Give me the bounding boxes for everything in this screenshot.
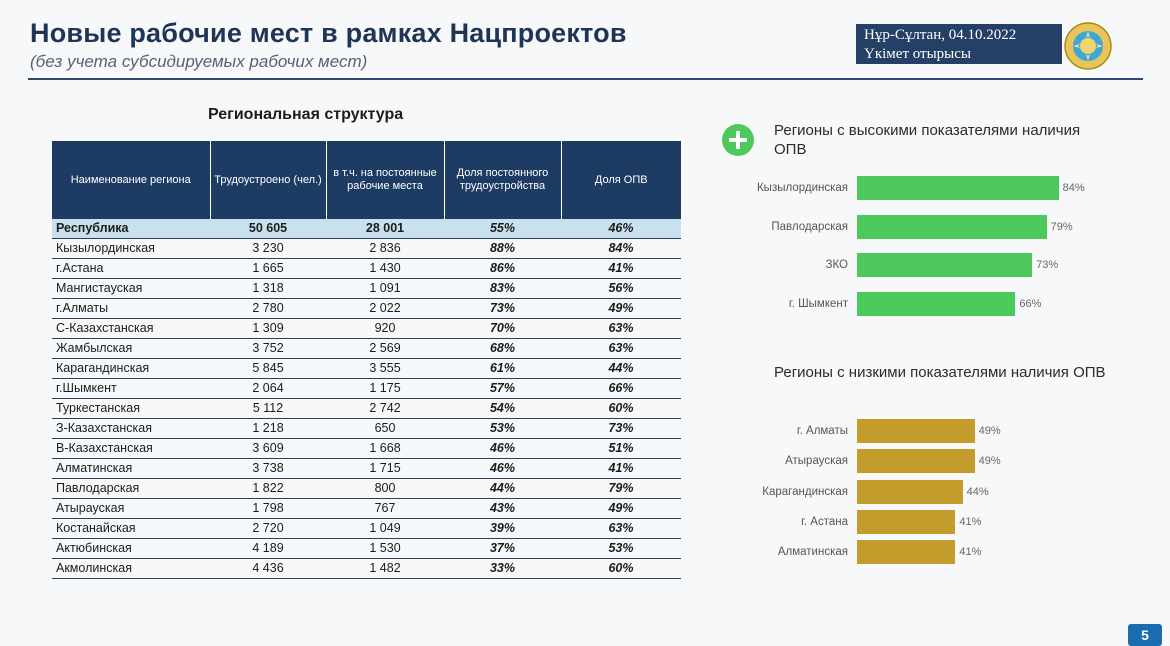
cell-share-opv: 41% [561,459,681,479]
cell-employed: 1 218 [210,419,326,439]
cell-share-permanent: 61% [444,359,561,379]
cell-employed: 3 752 [210,339,326,359]
cell-share-permanent: 53% [444,419,561,439]
date-box [856,24,1062,64]
cell-share-opv: 41% [561,259,681,279]
cell-share-permanent: 70% [444,319,561,339]
header-divider [28,78,1143,80]
meeting-line: Үкімет отырысы [864,46,971,62]
low-opv-chart-title: Регионы с низкими показателями наличия ОПВ [774,364,1106,381]
cell-share-opv: 84% [561,239,681,259]
cell-employed: 1 665 [210,259,326,279]
cell-permanent: 1 715 [326,459,444,479]
bar [857,176,1059,200]
table-row [52,319,681,339]
cell-share-opv: 46% [561,219,681,239]
cell-share-permanent: 54% [444,399,561,419]
table-total-row [52,219,681,239]
column-header-permanent: в т.ч. на постоянные рабочие места [326,141,444,219]
cell-permanent: 2 836 [326,239,444,259]
cell-employed: 2 720 [210,519,326,539]
table-row [52,399,681,419]
table-row [52,459,681,479]
cell-region: Карагандинская [52,359,210,379]
table-row [52,279,681,299]
cell-employed: 3 609 [210,439,326,459]
cell-region: Акмолинская [52,559,210,579]
low-opv-bar-row [700,540,1140,564]
slide-subtitle: (без учета субсидируемых рабочих мест) [30,52,368,71]
bar [857,292,1015,316]
date-line: Нұр-Сұлтан, 04.10.2022 [864,27,1017,43]
cell-employed: 2 780 [210,299,326,319]
cell-region: г.Алматы [52,299,210,319]
cell-region: З-Казахстанская [52,419,210,439]
cell-employed: 5 112 [210,399,326,419]
low-opv-bar-row [700,480,1140,504]
bar [857,215,1047,239]
table-row [52,439,681,459]
column-header-region: Наименование региона [52,141,210,219]
cell-share-opv: 44% [561,359,681,379]
regions-table [52,141,681,579]
column-header-employed: Трудоустроено (чел.) [210,141,326,219]
cell-share-opv: 60% [561,399,681,419]
bar-category-label: г. Алматы [796,425,848,437]
bar [857,449,975,473]
cell-employed: 1 309 [210,319,326,339]
cell-permanent: 1 530 [326,539,444,559]
cell-permanent: 1 091 [326,279,444,299]
column-header-share-opv: Доля ОПВ [561,141,681,219]
bar-value-label: 73% [1036,259,1059,271]
slide-title: Новые рабочие мест в рамках Нацпроектов [30,18,627,48]
table-row [52,239,681,259]
cell-employed: 4 189 [210,539,326,559]
bar-category-label: Кызылординская [756,182,848,194]
bar [857,480,963,504]
cell-region: Костанайская [52,519,210,539]
cell-share-opv: 63% [561,339,681,359]
high-opv-bar-row [700,176,1140,200]
cell-region: Алматинская [52,459,210,479]
cell-share-permanent: 46% [444,439,561,459]
cell-share-opv: 73% [561,419,681,439]
bar [857,510,955,534]
cell-share-opv: 60% [561,559,681,579]
high-opv-bar-row [700,253,1140,277]
bar-value-label: 49% [978,455,1001,468]
column-header-share-permanent: Доля постоянного трудоустройства [444,141,561,219]
cell-permanent: 1 430 [326,259,444,279]
bar-category-label: Алматинская [777,546,848,559]
cell-region: С-Казахстанская [52,319,210,339]
cell-permanent: 1 482 [326,559,444,579]
low-opv-bar-row [700,510,1140,534]
cell-region: Мангистауская [52,279,210,299]
cell-employed: 4 436 [210,559,326,579]
table-row [52,499,681,519]
cell-permanent: 650 [326,419,444,439]
high-opv-chart-title: Регионы с высокими показателями наличия ОПВ [774,122,1081,158]
cell-share-permanent: 46% [444,459,561,479]
cell-region: г.Шымкент [52,379,210,399]
table-header-row [52,141,681,219]
bar-category-label: Карагандинская [762,485,848,498]
table-row [52,419,681,439]
cell-region: Республика [52,219,210,239]
bar-category-label: г. Астана [801,515,848,528]
cell-permanent: 1 668 [326,439,444,459]
cell-region: Кызылординская [52,239,210,259]
table-row [52,559,681,579]
cell-share-opv: 79% [561,479,681,499]
cell-share-permanent: 73% [444,299,561,319]
page-number-badge: 5 [1128,624,1162,646]
cell-permanent: 2 022 [326,299,444,319]
cell-share-permanent: 55% [444,219,561,239]
cell-region: В-Казахстанская [52,439,210,459]
cell-employed: 5 845 [210,359,326,379]
bar-value-label: 49% [978,425,1001,437]
cell-region: Актюбинская [52,539,210,559]
cell-permanent: 2 742 [326,399,444,419]
cell-share-permanent: 44% [444,479,561,499]
bar-value-label: 84% [1062,182,1085,194]
cell-employed: 1 798 [210,499,326,519]
cell-region: Павлодарская [52,479,210,499]
cell-share-opv: 56% [561,279,681,299]
state-emblem-icon [1064,22,1112,70]
bar-value-label: 44% [966,485,989,498]
cell-permanent: 1 049 [326,519,444,539]
table-row [52,339,681,359]
cell-permanent: 767 [326,499,444,519]
bar [857,419,975,443]
bar-category-label: г. Шымкент [788,297,848,310]
cell-permanent: 2 569 [326,339,444,359]
cell-employed: 1 318 [210,279,326,299]
cell-region: Атырауская [52,499,210,519]
cell-permanent: 920 [326,319,444,339]
cell-region: Жамбылская [52,339,210,359]
cell-share-opv: 49% [561,299,681,319]
table-row [52,539,681,559]
table-row [52,259,681,279]
bar-category-label: Атырауская [785,455,848,468]
cell-region: г.Астана [52,259,210,279]
low-opv-bar-row [700,449,1140,473]
bar-value-label: 79% [1050,220,1073,233]
cell-permanent: 3 555 [326,359,444,379]
high-opv-bar-row [700,215,1140,239]
cell-share-opv: 53% [561,539,681,559]
cell-share-permanent: 39% [444,519,561,539]
cell-permanent: 800 [326,479,444,499]
cell-share-permanent: 33% [444,559,561,579]
bar [857,253,1032,277]
table-row [52,359,681,379]
table-section-title: Региональная структура [208,106,404,123]
cell-region: Туркестанская [52,399,210,419]
table-row [52,299,681,319]
cell-employed: 3 738 [210,459,326,479]
cell-share-permanent: 88% [444,239,561,259]
cell-share-opv: 51% [561,439,681,459]
cell-share-permanent: 83% [444,279,561,299]
bar-category-label: Павлодарская [771,220,848,233]
cell-permanent: 28 001 [326,219,444,239]
cell-share-permanent: 57% [444,379,561,399]
table-row [52,479,681,499]
plus-circle-icon [722,124,754,156]
bar-value-label: 66% [1019,297,1042,310]
bar-value-label: 41% [959,546,982,559]
bar-category-label: ЗКО [825,259,848,271]
cell-employed: 1 822 [210,479,326,499]
bar [857,540,955,564]
table-row [52,379,681,399]
table-row [52,519,681,539]
cell-share-opv: 63% [561,319,681,339]
cell-employed: 3 230 [210,239,326,259]
cell-permanent: 1 175 [326,379,444,399]
cell-share-opv: 49% [561,499,681,519]
cell-share-permanent: 86% [444,259,561,279]
low-opv-bar-row [700,419,1140,443]
cell-share-opv: 66% [561,379,681,399]
cell-employed: 2 064 [210,379,326,399]
high-opv-bar-row [700,292,1140,316]
cell-share-permanent: 68% [444,339,561,359]
cell-share-permanent: 43% [444,499,561,519]
bar-value-label: 41% [959,515,982,528]
cell-employed: 50 605 [210,219,326,239]
cell-share-opv: 63% [561,519,681,539]
cell-share-permanent: 37% [444,539,561,559]
